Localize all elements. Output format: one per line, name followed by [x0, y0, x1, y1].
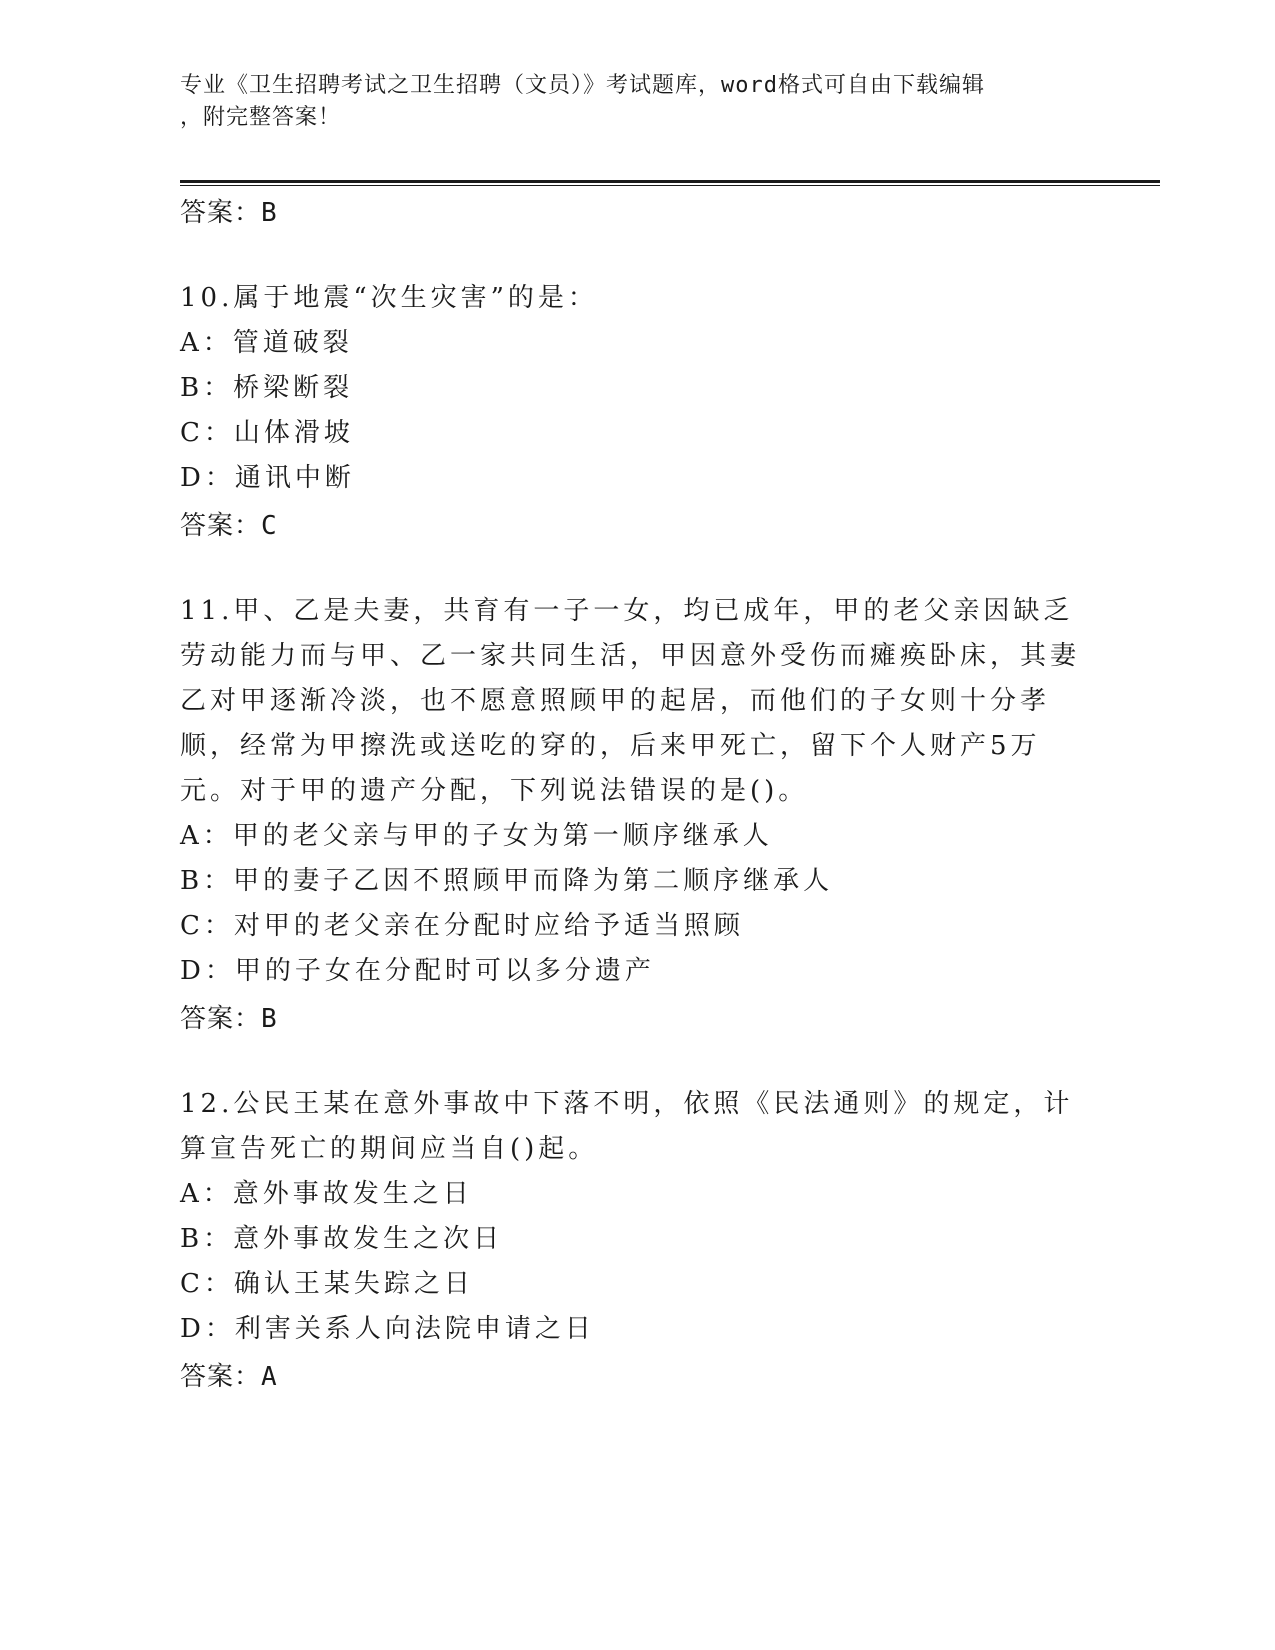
question-list [180, 190, 1080, 1398]
question-text: 10.属于地震“次生灾害”的是： [180, 283, 598, 313]
option-c: C：山体滑坡 [180, 418, 354, 448]
header-line-1: 专业《卫生招聘考试之卫生招聘（文员）》考试题库，word格式可自由下载编辑 [180, 73, 985, 98]
question-10 [180, 276, 1080, 547]
option-c: C：确认王某失踪之日 [180, 1269, 474, 1299]
document-header [180, 70, 1060, 134]
option-b: B：桥梁断裂 [180, 373, 354, 403]
question-text: 11.甲、乙是夫妻，共育有一子一女，均已成年，甲的老父亲因缺乏劳动能力而与甲、乙一家共同生活，甲因意外受伤而瘫痪卧床，其妻乙对甲逐渐冷淡，也不愿意照顾甲的起居，而他们的子女则十分孝顺，经常为甲擦洗或送吃的穿的，后来甲死亡，留下个人财产5万元。对于甲的遗产分配，下列说法错误的是()。 [180, 596, 1081, 806]
option-d: D：甲的子女在分配时可以多分遗产 [180, 956, 655, 986]
question-text: 12.公民王某在意外事故中下落不明，依照《民法通则》的规定，计算宣告死亡的期间应当自()起。 [180, 1089, 1074, 1164]
option-b: B：意外事故发生之次日 [180, 1224, 504, 1254]
header-line-2: ，附完整答案！ [180, 105, 342, 130]
option-a: A：管道破裂 [180, 328, 353, 358]
option-a: A：意外事故发生之日 [180, 1179, 473, 1209]
answer-label: 答案：C [180, 511, 278, 541]
answer-label: 答案：B [180, 198, 278, 228]
header-divider-thick [180, 180, 1160, 183]
question-11 [180, 589, 1080, 1040]
header-divider-thin [180, 185, 1160, 186]
option-d: D：利害关系人向法院申请之日 [180, 1314, 595, 1344]
answer-label: 答案：A [180, 1362, 278, 1392]
option-d: D：通讯中断 [180, 463, 355, 493]
option-c: C：对甲的老父亲在分配时应给予适当照顾 [180, 911, 744, 941]
answer-label: 答案：B [180, 1004, 278, 1034]
question-12 [180, 1082, 1080, 1398]
option-b: B：甲的妻子乙因不照顾甲而降为第二顺序继承人 [180, 866, 834, 896]
option-a: A：甲的老父亲与甲的子女为第一顺序继承人 [180, 821, 773, 851]
